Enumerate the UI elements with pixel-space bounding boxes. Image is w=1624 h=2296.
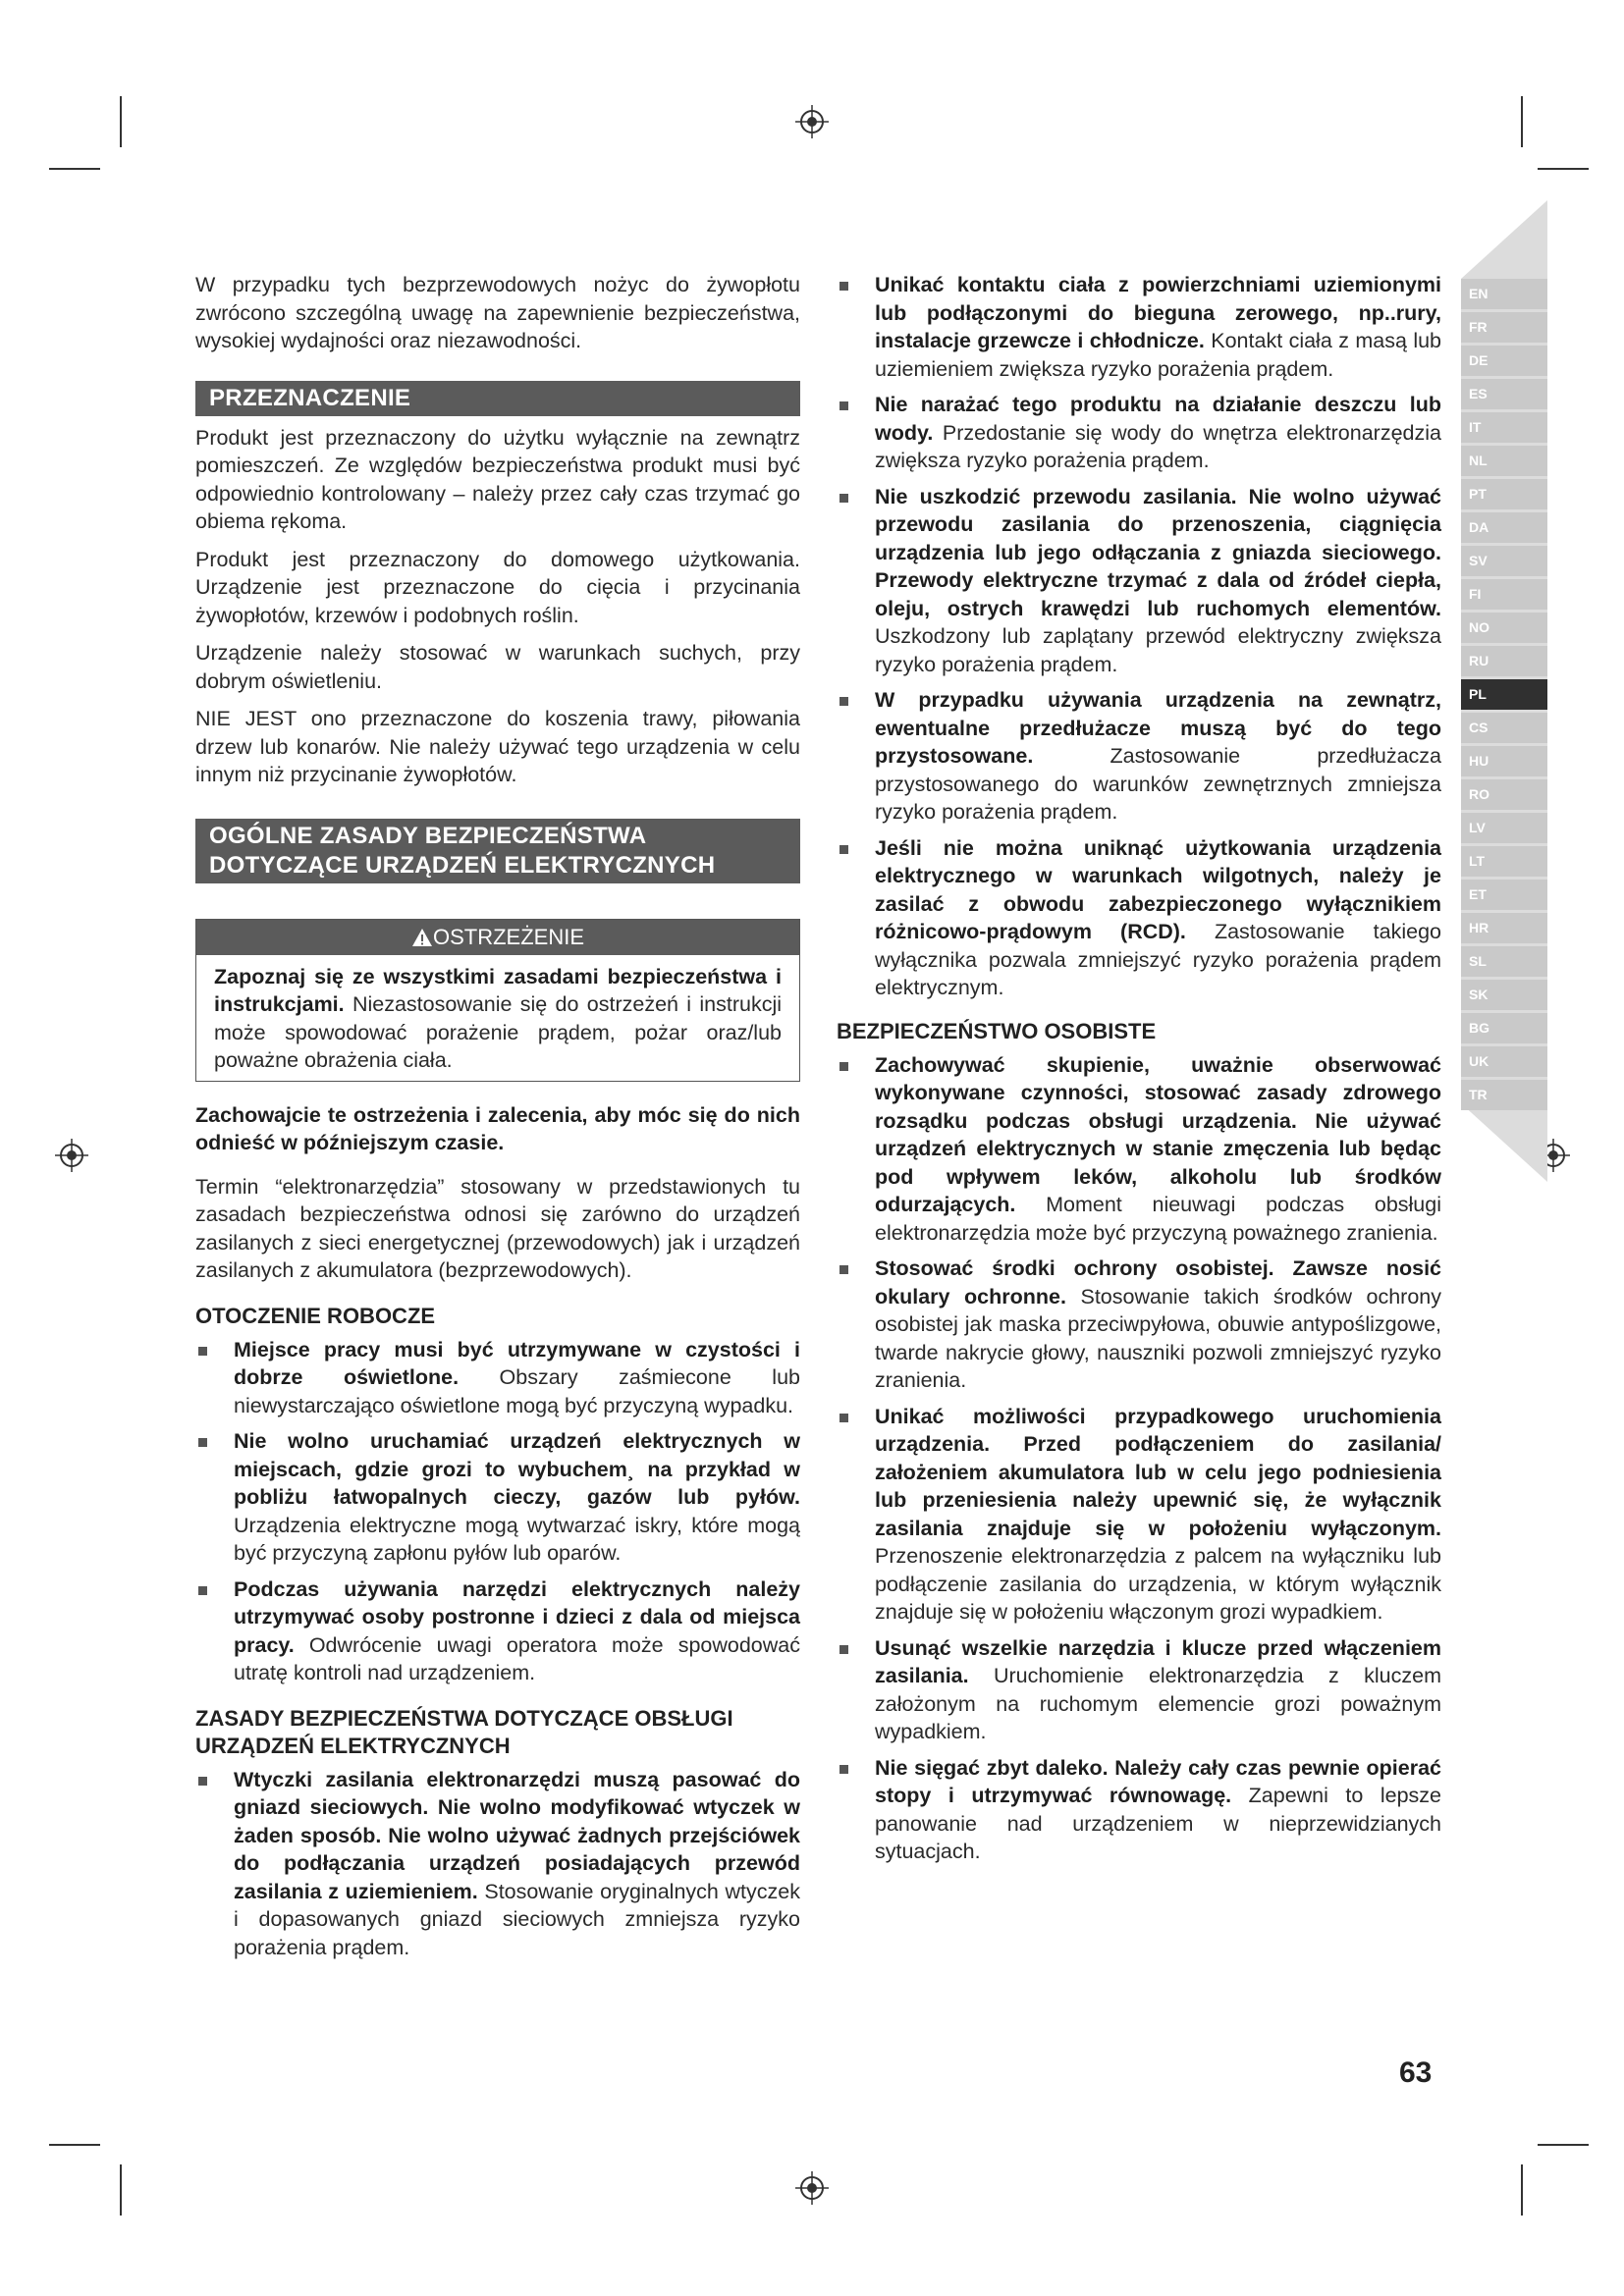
work-area-list bbox=[195, 1336, 800, 1687]
language-tab-cs: CS bbox=[1461, 713, 1547, 743]
language-tab-ro: RO bbox=[1461, 779, 1547, 810]
language-tab-hr: HR bbox=[1461, 913, 1547, 943]
list-item-text: Urządzenia elektryczne mogą wytwarzać iskry, które mogą być przyczyną zapłonu pyłów lub oparów. bbox=[234, 1513, 800, 1565]
language-tab-ru: RU bbox=[1461, 646, 1547, 676]
language-tab-sk: SK bbox=[1461, 980, 1547, 1010]
list-item bbox=[195, 1575, 800, 1687]
warning-title: OSTRZEŻENIE bbox=[432, 924, 584, 949]
language-tab-uk: UK bbox=[1461, 1046, 1547, 1077]
square-bullet-icon bbox=[839, 1265, 848, 1274]
list-item bbox=[195, 1427, 800, 1568]
crop-mark bbox=[49, 2144, 100, 2146]
crop-mark bbox=[1538, 2144, 1589, 2146]
language-tab-fi: FI bbox=[1461, 579, 1547, 610]
language-tab-bg: BG bbox=[1461, 1013, 1547, 1043]
language-tab-it: IT bbox=[1461, 412, 1547, 443]
list-item-text: Zapewni to lepsze panowanie nad urządzeniem w nieprzewidzianych sytuacjach. bbox=[875, 1784, 1441, 1863]
square-bullet-icon bbox=[198, 1438, 207, 1447]
section-heading-general-safety bbox=[195, 819, 800, 883]
list-item-text: Obszary zaśmiecone lub niewystarczająco oświetlone mogą być przyczyną wypadku. bbox=[234, 1365, 800, 1417]
language-tab-fr: FR bbox=[1461, 312, 1547, 343]
list-item-text: Moment nieuwagi podczas obsługi elektronarzędzia może być przyczyną poważnego zranienia. bbox=[875, 1193, 1441, 1245]
paragraph: Produkt jest przeznaczony do domowego użytkowania. Urządzenie jest przeznaczone do cięcia i przycinania żywopłotów, krzewów i podobnych roślin. bbox=[195, 547, 800, 627]
list-item-bold: Wtyczki zasilania elektronarzędzi muszą pasować do gniazd sieciowych. Nie wolno modyfikować wtyczek w żaden sposób. Nie wolno używać żadnych przejściówek do podłączania urządzeń posiadających przewód zasilania z uziemieniem. bbox=[234, 1767, 800, 1903]
list-item-bold: Podczas używania narzędzi elektrycznych należy utrzymywać osoby postronne i dzieci z dala od miejsca pracy. bbox=[234, 1576, 800, 1657]
warning-header bbox=[196, 920, 799, 955]
heading-line: DOTYCZĄCE URZĄDZEŃ ELEKTRYCZNYCH bbox=[209, 851, 716, 879]
list-item-text: Kontakt ciała z masą lub uziemieniem zwiększa ryzyko porażenia prądem. bbox=[875, 329, 1442, 381]
list-item-bold: Jeśli nie można uniknąć użytkowania urządzenia elektrycznego w warunkach wilgotnych, należy je zasilać z obwodu zabezpieczonego wyłącznikiem różnicowo-prądowym (RCD). bbox=[875, 835, 1441, 943]
square-bullet-icon bbox=[839, 1765, 848, 1774]
language-tab-pt: PT bbox=[1461, 479, 1547, 509]
square-bullet-icon bbox=[839, 282, 848, 291]
language-tab-et: ET bbox=[1461, 880, 1547, 910]
square-bullet-icon bbox=[198, 1777, 207, 1786]
list-item-text: Stosowanie oryginalnych wtyczek i dopasowanych gniazd sieciowych zmniejsza ryzyko porażenia prądem. bbox=[234, 1879, 800, 1959]
list-item-bold: W przypadku używania urządzenia na zewnątrz, ewentualne przedłużacze muszą być do tego przystosowane. bbox=[875, 688, 1441, 768]
crop-mark bbox=[1521, 96, 1523, 147]
intro-paragraph: W przypadku tych bezprzewodowych nożyc do żywopłotu zwrócono szczególną uwagę na zapewnienie bezpieczeństwa, wysokiej wydajności oraz niezawodności. bbox=[195, 273, 800, 352]
registration-mark-icon bbox=[55, 1139, 88, 1172]
paragraph: Urządzenie należy stosować w warunkach suchych, przy dobrym oświetleniu. bbox=[195, 641, 800, 693]
list-item bbox=[837, 1051, 1441, 1248]
list-item-bold: Zachowywać skupienie, uważnie obserwować wykonywane czynności, stosować zasady zdrowego rozsądku podczas obsługi urządzenia. Nie używać urządzeń elektrycznych w stanie zmęczenia lub będąc pod wpływem leków, alkoholu lub środków odurzających. bbox=[875, 1052, 1441, 1216]
list-item-bold: Unikać kontaktu ciała z powierzchniami uziemionymi lub podłączonymi do bieguna zerowego, np..rury, instalacje grzewcze i chłodnicze. bbox=[875, 273, 1441, 352]
heading-line: OGÓLNE ZASADY BEZPIECZEŃSTWA bbox=[209, 822, 647, 849]
list-item-bold: Miejsce pracy musi być utrzymywane w czystości i dobrze oświetlone. bbox=[234, 1337, 800, 1389]
language-tab-sl: SL bbox=[1461, 946, 1547, 977]
electrical-safety-list bbox=[195, 1766, 800, 1962]
list-item bbox=[837, 483, 1441, 679]
language-tab-en: EN bbox=[1461, 279, 1547, 309]
language-tab-sv: SV bbox=[1461, 546, 1547, 576]
paragraph: Produkt jest przeznaczony do użytku wyłącznie na zewnątrz pomieszczeń. Ze względów bezpieczeństwa produkt musi być odpowiednio kontrolowany – należy przez cały czas trzymać go obiema rękoma. bbox=[195, 425, 800, 533]
list-item-bold: Stosować środki ochrony osobistej. Zawsze nosić okulary ochronne. bbox=[875, 1256, 1441, 1308]
square-bullet-icon bbox=[198, 1347, 207, 1356]
right-column bbox=[837, 271, 1441, 1874]
term-note: Termin “elektronarzędzia” stosowany w przedstawionych tu zasadach bezpieczeństwa odnosi się zarówno do urządzeń zasilanych z sieci energetycznej (przewodowych) jak i urządzeń zasilanych z akumulatora (bezprzewodowych). bbox=[195, 1174, 800, 1282]
crop-mark bbox=[1521, 2164, 1523, 2216]
list-item-bold: Usunąć wszelkie narzędzia i klucze przed włączeniem zasilania. bbox=[875, 1635, 1441, 1687]
list-item-text: Przedostanie się wody do wnętrza elektronarzędzia zwiększa ryzyko porażenia prądem. bbox=[875, 420, 1441, 472]
square-bullet-icon bbox=[839, 401, 848, 410]
language-tabs bbox=[1461, 279, 1547, 1113]
left-column bbox=[195, 271, 800, 1969]
list-item-bold: Nie uszkodzić przewodu zasilania. Nie wolno używać przewodu zasilania do przenoszenia, ciągnięcia urządzenia lub jego odłączania z gniazda sieciowego. Przewody elektryczne trzymać z dala od źródeł ciepła, oleju, ostrych krawędzi lub ruchomych elementów. bbox=[875, 484, 1441, 620]
list-item-text: Uruchomienie elektronarzędzia z kluczem założonym na ruchomym elemencie grozi poważnym wypadkiem. bbox=[875, 1664, 1441, 1743]
list-item bbox=[837, 1634, 1441, 1746]
list-item-bold: Unikać możliwości przypadkowego uruchomienia urządzenia. Przed podłączeniem do zasilania/ założeniem akumulatora lub w celu jego podniesienia lub przeniesienia należy upewnić się, że wyłącznik zasilania znajduje się w położeniu wyłączonym. bbox=[875, 1404, 1441, 1540]
list-item-text: Zastosowanie takiego wyłącznika pozwala zmniejszyć ryzyko porażenia prądem elektrycznym. bbox=[875, 920, 1441, 999]
language-tab-nl: NL bbox=[1461, 446, 1547, 476]
square-bullet-icon bbox=[839, 1062, 848, 1071]
list-item bbox=[837, 834, 1441, 1002]
work-area-heading: OTOCZENIE ROBOCZE bbox=[195, 1303, 436, 1328]
warning-box bbox=[195, 919, 800, 1082]
square-bullet-icon bbox=[839, 494, 848, 503]
language-tab-lt: LT bbox=[1461, 846, 1547, 877]
square-bullet-icon bbox=[839, 697, 848, 706]
crop-mark bbox=[120, 96, 122, 147]
crop-mark bbox=[49, 168, 100, 170]
list-item-bold: Nie wolno uruchamiać urządzeń elektrycznych w miejscach, gdzie grozi to wybuchem¸ na przykład w pobliżu łatwopalnych cieczy, gazów lub pyłów. bbox=[234, 1429, 800, 1509]
electrical-safety-heading: ZASADY BEZPIECZEŃSTWA DOTYCZĄCE OBSŁUGI URZĄDZEŃ ELEKTRYCZNYCH bbox=[195, 1705, 733, 1758]
language-tab-pl: PL bbox=[1461, 679, 1547, 710]
language-tab-da: DA bbox=[1461, 512, 1547, 543]
warning-bold-text: Zapoznaj się ze wszystkimi zasadami bezpieczeństwa i instrukcjami. bbox=[214, 964, 782, 1016]
page-number: 63 bbox=[1399, 2056, 1433, 2089]
crop-mark bbox=[1538, 168, 1589, 170]
list-item-text: Przenoszenie elektronarzędzia z palcem na wyłączniku lub podłączenie zasilania do urządzenia, w którym wyłącznik znajduje się w położeniu włączonym grozi wypadkiem. bbox=[875, 1544, 1441, 1624]
list-item bbox=[837, 1255, 1441, 1395]
electrical-safety-list-continued bbox=[837, 271, 1441, 1002]
language-tab-tr: TR bbox=[1461, 1080, 1547, 1110]
list-item-text: Zastosowanie przedłużacza przystosowanego do warunków zewnętrznych zmniejsza ryzyko porażenia prądem. bbox=[875, 744, 1441, 824]
paragraph: NIE JEST ono przeznaczone do koszenia trawy, piłowania drzew lub konarów. Nie należy używać tego urządzenia w celu innym niż przycinanie żywopłotów. bbox=[195, 707, 800, 786]
square-bullet-icon bbox=[839, 845, 848, 854]
square-bullet-icon bbox=[839, 1414, 848, 1422]
list-item bbox=[837, 271, 1441, 383]
crop-mark bbox=[120, 2164, 122, 2216]
language-tab-no: NO bbox=[1461, 613, 1547, 643]
square-bullet-icon bbox=[839, 1645, 848, 1654]
square-bullet-icon bbox=[198, 1586, 207, 1595]
registration-mark-icon bbox=[795, 105, 829, 138]
list-item bbox=[195, 1336, 800, 1420]
list-item-bold: Nie narażać tego produktu na działanie deszczu lub wody. bbox=[875, 393, 1441, 445]
warning-triangle-icon bbox=[411, 928, 433, 947]
personal-safety-list bbox=[837, 1051, 1441, 1866]
list-item-text: Stosowanie takich środków ochrony osobistej jak maska przeciwpyłowa, obuwie antypoślizgowe, twarde nakrycie głowy, nauszniki pozwoli zmniejszyć ryzyko zranienia. bbox=[875, 1284, 1441, 1392]
language-tab-hu: HU bbox=[1461, 746, 1547, 776]
keep-note: Zachowajcie te ostrzeżenia i zalecenia, aby móc się do nich odnieść w późniejszym czasie. bbox=[195, 1102, 800, 1154]
list-item-text: Odwrócenie uwagi operatora może spowodować utratę kontroli nad urządzeniem. bbox=[234, 1632, 800, 1684]
list-item-text: Uszkodzony lub zaplątany przewód elektryczny zwiększa ryzyko porażenia prądem. bbox=[875, 624, 1441, 676]
list-item bbox=[837, 391, 1441, 475]
personal-safety-heading: BEZPIECZEŃSTWO OSOBISTE bbox=[837, 1018, 1157, 1043]
list-item bbox=[837, 686, 1441, 827]
list-item-bold: Nie sięgać zbyt daleko. Należy cały czas pewnie opierać stopy i utrzymywać równowagę. bbox=[875, 1755, 1441, 1807]
list-item bbox=[837, 1754, 1441, 1866]
list-item bbox=[837, 1403, 1441, 1627]
list-item bbox=[195, 1766, 800, 1962]
language-tab-lv: LV bbox=[1461, 813, 1547, 843]
registration-mark-icon bbox=[795, 2171, 829, 2205]
section-heading-przeznaczenie: PRZEZNACZENIE bbox=[195, 381, 800, 416]
language-tab-es: ES bbox=[1461, 379, 1547, 409]
warning-body bbox=[196, 955, 799, 1081]
language-tab-de: DE bbox=[1461, 346, 1547, 376]
warning-text: Niezastosowanie się do ostrzeżeń i instrukcji może spowodować porażenie prądem, pożar oraz/lub poważne obrażenia ciała. bbox=[214, 992, 782, 1072]
